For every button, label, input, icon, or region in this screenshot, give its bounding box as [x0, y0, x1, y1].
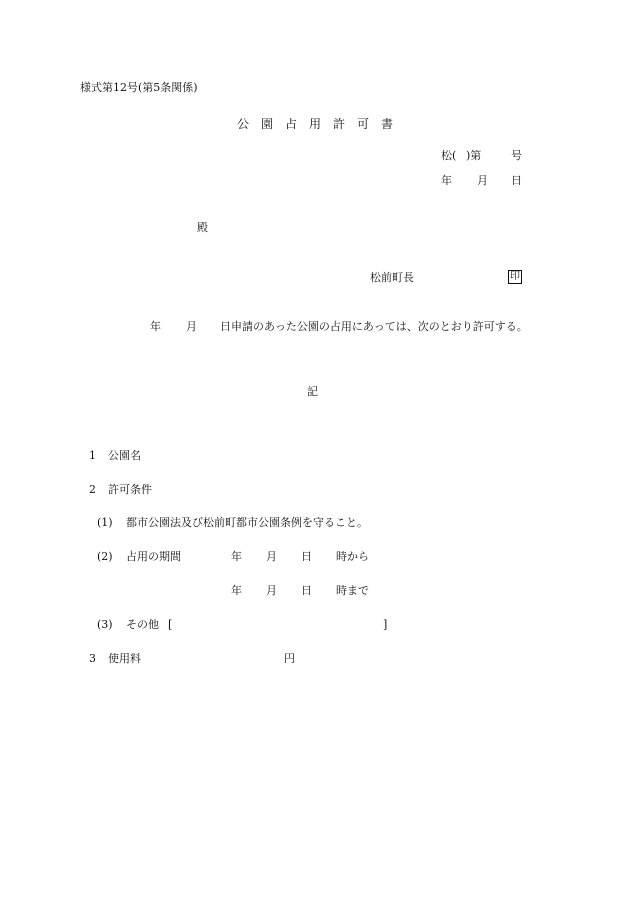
item3-fee-unit: 円	[284, 652, 295, 665]
item1-park-name-label: 公園名	[108, 449, 141, 462]
body-month: 月	[186, 320, 197, 333]
cond3-bracket-close: ]	[383, 618, 388, 631]
cond3-label: その他	[126, 618, 159, 631]
form-label: 様式第12号(第5条関係)	[80, 81, 198, 94]
cond2-from-time: 時から	[336, 550, 369, 563]
cond1-number: (1)	[97, 516, 113, 529]
item1-number: 1	[89, 449, 96, 462]
addressee-suffix: 殿	[197, 221, 208, 234]
cond2-number: (2)	[97, 550, 113, 563]
cond1-text: 都市公園法及び松前町都市公園条例を守ること。	[126, 516, 368, 529]
cond2-from-month: 月	[266, 550, 277, 563]
number-middle: )第	[466, 149, 482, 162]
item3-fee-label: 使用料	[108, 652, 141, 665]
body-text: 日申請のあった公園の占用にあっては、次のとおり許可する。	[220, 320, 528, 333]
cond2-from-year: 年	[231, 550, 242, 563]
issue-date-day: 日	[511, 174, 522, 187]
body-year: 年	[150, 320, 161, 333]
cond2-to-month: 月	[266, 584, 277, 597]
number-prefix: 松(	[441, 149, 457, 162]
ki-heading: 記	[307, 385, 318, 398]
item2-number: 2	[89, 483, 96, 496]
issuer-name: 松前町長	[370, 271, 414, 284]
number-suffix: 号	[511, 149, 522, 162]
cond2-to-day: 日	[301, 584, 312, 597]
issue-date-year: 年	[441, 174, 452, 187]
issue-date-month: 月	[477, 174, 488, 187]
cond2-from-day: 日	[301, 550, 312, 563]
seal-mark: 印	[510, 271, 520, 282]
cond2-to-time: 時まで	[336, 584, 369, 597]
document-title: 公園占用許可書	[237, 117, 406, 131]
cond2-to-year: 年	[231, 584, 242, 597]
cond3-bracket-open: [	[168, 618, 173, 631]
item2-conditions-label: 許可条件	[108, 483, 152, 496]
cond3-number: (3)	[97, 618, 113, 631]
cond2-label: 占用の期間	[126, 550, 181, 563]
item3-number: 3	[89, 652, 96, 665]
